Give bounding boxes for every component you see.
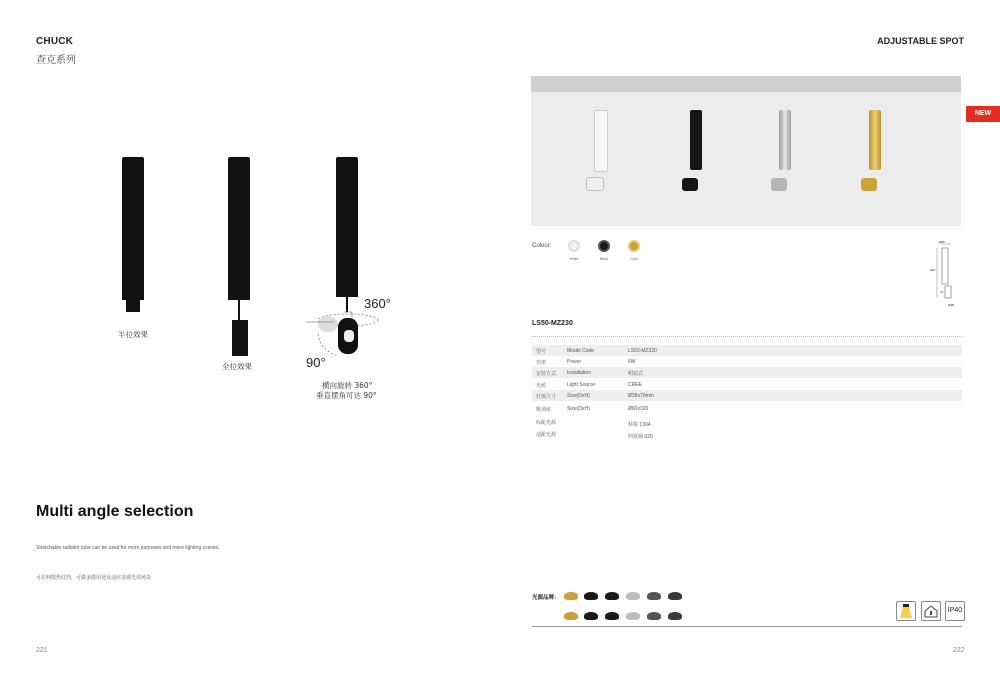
ceiling-mount-icon: [921, 601, 941, 621]
source-cap-icon: [626, 612, 640, 620]
product-white-head: [586, 177, 604, 191]
model-number: LS50-MZ230: [532, 320, 573, 327]
section-heading: Multi angle selection: [36, 503, 194, 520]
product-silver-head: [771, 178, 787, 191]
spec-value: 西铁城 020: [628, 434, 653, 440]
spec-en: Light Source: [567, 382, 596, 388]
category-title: ADJUSTABLE SPOT: [877, 36, 964, 46]
spec-en: Size(DxH): [567, 393, 590, 399]
ip-rating-badge: IP40: [945, 601, 965, 621]
source-cap-icon: [668, 612, 682, 620]
spec-en: Power: [567, 359, 582, 365]
product-silver: [779, 110, 791, 170]
spec-cn: 型号: [536, 349, 547, 355]
spec-row: [532, 367, 962, 378]
spec-cn: 吸顶座: [536, 407, 552, 413]
label-half-pulled: 半拉效果: [118, 330, 148, 339]
page-number-left: 221: [36, 647, 48, 654]
source-cap-icon: [626, 592, 640, 600]
swatch-white-label: White: [569, 257, 579, 261]
dimension-drawing: [925, 240, 965, 310]
tube-rotating: [336, 157, 358, 297]
label-rotate-line2: 垂直摆角可达 90°: [316, 391, 377, 400]
spec-row: [532, 390, 962, 401]
tube-half-extension: [126, 298, 140, 312]
footer-divider: [532, 626, 962, 627]
spec-cn: 适配光源: [536, 432, 557, 438]
description-cn: 可拉伸散热灯筒，可做多做用途及适应多感光效场景: [36, 575, 152, 581]
swatch-gold-label: Gold: [630, 257, 638, 261]
source-cap-icon: [668, 592, 682, 600]
product-gold-head: [861, 178, 877, 191]
dim-bottom: Ø38: [948, 303, 954, 307]
source-cap-icon: [647, 612, 661, 620]
spec-cn: 标配光源: [536, 420, 557, 426]
light-beam-icon: [896, 601, 916, 621]
dim-height: 320: [930, 268, 936, 272]
spec-cn: 功率: [536, 360, 547, 366]
spec-value: 6W: [628, 359, 636, 365]
source-cap-icon: [647, 592, 661, 600]
source-cap-icon: [564, 612, 578, 620]
product-white: [594, 110, 608, 172]
spec-row: [532, 428, 962, 439]
swatch-black-label: Black: [599, 257, 609, 261]
spec-value: Ø60x320: [628, 406, 649, 412]
spec-cn: 灯体尺寸: [536, 394, 557, 400]
tube-head: [232, 320, 248, 356]
dim-h2: 70: [940, 290, 944, 294]
page-number-right: 222: [953, 647, 965, 654]
product-black: [690, 110, 702, 170]
source-cap-icon: [605, 612, 619, 620]
brand-title: CHUCK: [36, 36, 74, 47]
source-cap-icon: [564, 592, 578, 600]
tube-half-pulled: [122, 157, 144, 300]
spec-value: CREE: [628, 382, 642, 388]
spec-value: Ø38x70mm: [628, 393, 654, 399]
spec-cn: 光源: [536, 383, 547, 389]
angle-90-label: 90°: [306, 355, 326, 370]
spec-row: [532, 379, 962, 390]
tube-stem: [238, 298, 240, 322]
description-en: Stretchable radiator tube can be used for more purposes and more lighting scenes.: [36, 545, 220, 551]
light-source-label: 光源品牌：: [532, 595, 560, 601]
label-rotate-line1: 横向旋转 360°: [322, 381, 373, 390]
swatch-gold[interactable]: [628, 240, 640, 252]
spec-en: Model Code: [567, 348, 594, 354]
spec-cn: 安装方式: [536, 371, 557, 377]
spec-value: 明装式: [628, 371, 644, 377]
spec-row: [532, 416, 962, 427]
product-black-head: [682, 178, 698, 191]
swatch-black[interactable]: [598, 240, 610, 252]
swatch-white[interactable]: [568, 240, 580, 252]
tube-full-pulled: [228, 157, 250, 300]
colour-label: Colour:: [532, 243, 552, 249]
gallery-header-bar: [531, 76, 961, 92]
spec-en: Size(DxH): [567, 406, 590, 412]
dim-top: Ø60: [939, 240, 945, 244]
angle-360-label: 360°: [364, 296, 391, 311]
new-badge: NEW: [966, 106, 1000, 122]
product-gold: [869, 110, 881, 170]
source-cap-icon: [584, 592, 598, 600]
source-cap-icon: [605, 592, 619, 600]
spec-value: 科锐 1304: [628, 422, 651, 428]
label-full-pulled: 全拉效果: [222, 362, 252, 371]
spec-row: [532, 345, 962, 356]
spec-row: [532, 403, 962, 414]
brand-subtitle: 查克系列: [36, 55, 76, 66]
source-cap-icon: [584, 612, 598, 620]
spec-divider: [532, 336, 962, 337]
spec-value: LS50-MZ320: [628, 348, 657, 354]
spec-row: [532, 356, 962, 367]
spec-en: Installation: [567, 370, 591, 376]
